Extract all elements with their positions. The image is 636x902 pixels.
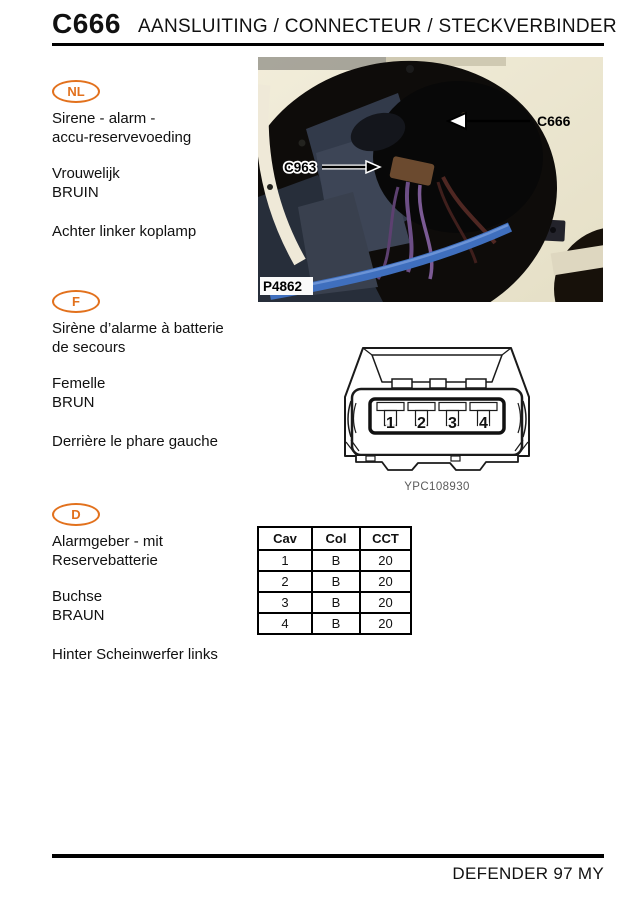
footer-label: DEFENDER 97 MY — [452, 864, 604, 883]
language-badge-nl — [52, 80, 100, 103]
table-row — [258, 613, 411, 634]
cell-cct: 20 — [360, 550, 411, 571]
bottom-bracket — [356, 456, 518, 470]
cell-col: B — [312, 592, 360, 613]
section-f — [52, 290, 267, 451]
badge-label: D — [71, 507, 81, 522]
description-line-2: accu-reservevoeding — [52, 129, 192, 146]
cell-cav: 2 — [258, 571, 312, 592]
photo-label-c963: C963 — [284, 160, 317, 175]
connector-location: Achter linker koplamp — [52, 223, 197, 240]
description-line-1: Sirène d’alarme à batterie — [52, 320, 224, 337]
footer-rule — [52, 854, 604, 858]
language-badge-f — [52, 290, 100, 313]
connector-location: Hinter Scheinwerfer links — [52, 646, 218, 663]
wire-color: BRUIN — [52, 184, 99, 201]
table-header-cct: CCT — [360, 527, 411, 550]
connector-code: C666 — [52, 8, 121, 39]
description-line-1: Sirene - alarm - — [52, 110, 156, 127]
cell-col: B — [312, 571, 360, 592]
description-line-1: Alarmgeber - mit — [52, 533, 163, 550]
photo-ref-label: P4862 — [263, 279, 303, 294]
header-rule — [52, 43, 604, 46]
table-row — [258, 592, 411, 613]
cell-cct: 20 — [360, 592, 411, 613]
section-nl — [52, 80, 267, 241]
photo-image — [258, 57, 603, 302]
wire-color: BRUN — [52, 394, 95, 411]
pinout-table — [257, 526, 412, 635]
table-header-cav: Cav — [258, 527, 312, 550]
table-header-row — [258, 527, 411, 550]
cell-cav: 3 — [258, 592, 312, 613]
badge-label: F — [72, 294, 80, 309]
diagram-caption: YPC108930 — [404, 481, 470, 493]
badge-label: NL — [67, 84, 85, 99]
cell-cav: 1 — [258, 550, 312, 571]
connector-gender: Buchse — [52, 588, 103, 605]
table-row — [258, 571, 411, 592]
table-header-col: Col — [312, 527, 360, 550]
connector-gender: Vrouwelijk — [52, 165, 120, 182]
description-line-2: Reservebatterie — [52, 552, 158, 569]
pin-number-3: 3 — [448, 415, 457, 432]
cell-cct: 20 — [360, 571, 411, 592]
connector-gender: Femelle — [52, 375, 106, 392]
connector-diagram — [342, 339, 532, 477]
section-d — [52, 503, 267, 664]
photo-label-c666: C666 — [537, 113, 571, 129]
wire-color: BRAUN — [52, 607, 105, 624]
connector-location: Derrière le phare gauche — [52, 433, 218, 450]
page-title: AANSLUITING / CONNECTEUR / STECKVERBINDER — [138, 16, 617, 37]
description-line-2: de secours — [52, 339, 126, 356]
language-badge-d — [52, 503, 100, 526]
pin-number-1: 1 — [386, 415, 395, 432]
table-row — [258, 550, 411, 571]
pin-number-2: 2 — [417, 415, 426, 432]
cell-cct: 20 — [360, 613, 411, 634]
cell-col: B — [312, 613, 360, 634]
cell-cav: 4 — [258, 613, 312, 634]
location-photo — [258, 57, 603, 302]
cell-col: B — [312, 550, 360, 571]
pin-number-4: 4 — [479, 415, 488, 432]
